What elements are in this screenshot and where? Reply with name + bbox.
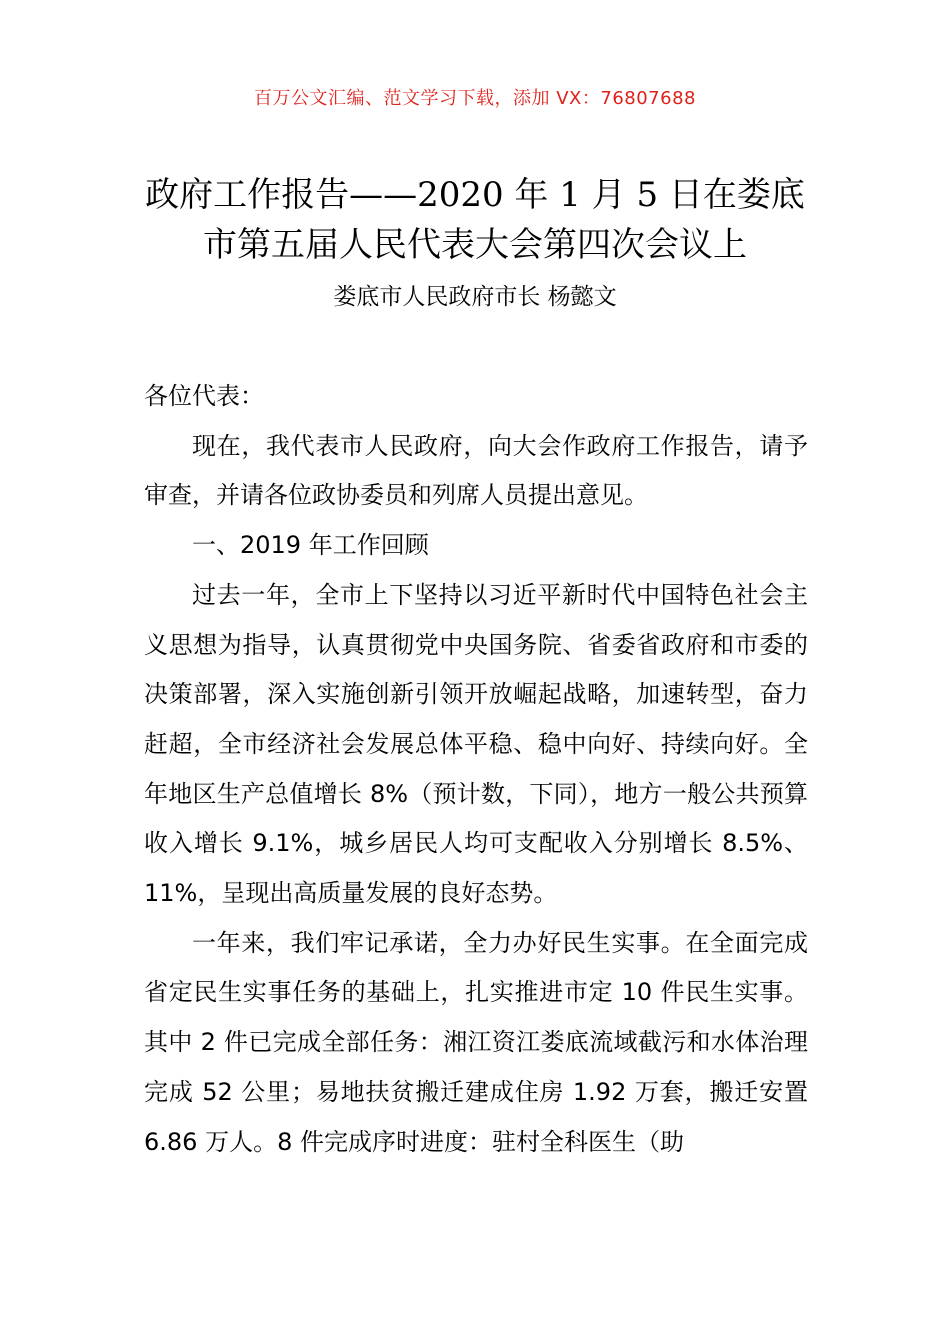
author-line: 娄底市人民政府市长 杨懿文 — [333, 284, 617, 310]
watermark-banner: 百万公文汇编、范文学习下载，添加 VX：76807688 — [254, 88, 696, 109]
paragraph-intro: 现在，我代表市人民政府，向大会作政府工作报告，请予审查，并请各位政协委员和列席人员提出意见。 — [144, 431, 808, 510]
title-line-1: 政府工作报告——2020 年 1 月 5 日在娄底 — [145, 175, 805, 215]
paragraph-review: 过去一年，全市上下坚持以习近平新时代中国特色社会主义思想为指导，认真贯彻党中央国务院、省委省政府和市委的决策部署，深入实施创新引领开放崛起战略，加速转型，奋力赶超，全市经济社会发展总体平稳、稳中向好、持续向好。全年地区生产总值增长 8%（预计数，下同），地方一般公共预算收入增长 9.1%，城乡居民人均可支配收入分别增长 8.5%、11%，呈现出高质量发展的良好态势。 — [144, 580, 808, 908]
document-body — [144, 372, 808, 1167]
paragraph-livelihood: 一年来，我们牢记承诺，全力办好民生实事。在全面完成省定民生实事任务的基础上，扎实推进市定 10 件民生实事。其中 2 件已完成全部任务：湘江资江娄底流域截污和水体治理完成 52 公里；易地扶贫搬迁建成住房 1.92 万套，搬迁安置 6.86 万人。8 件完成序时进度：驻村全科医生（助 — [144, 928, 808, 1156]
document-title — [120, 170, 830, 270]
section-heading: 一、2019 年工作回顾 — [192, 531, 429, 560]
title-line-2: 市第五届人民代表大会第四次会议上 — [203, 225, 747, 265]
salutation: 各位代表： — [144, 382, 264, 410]
